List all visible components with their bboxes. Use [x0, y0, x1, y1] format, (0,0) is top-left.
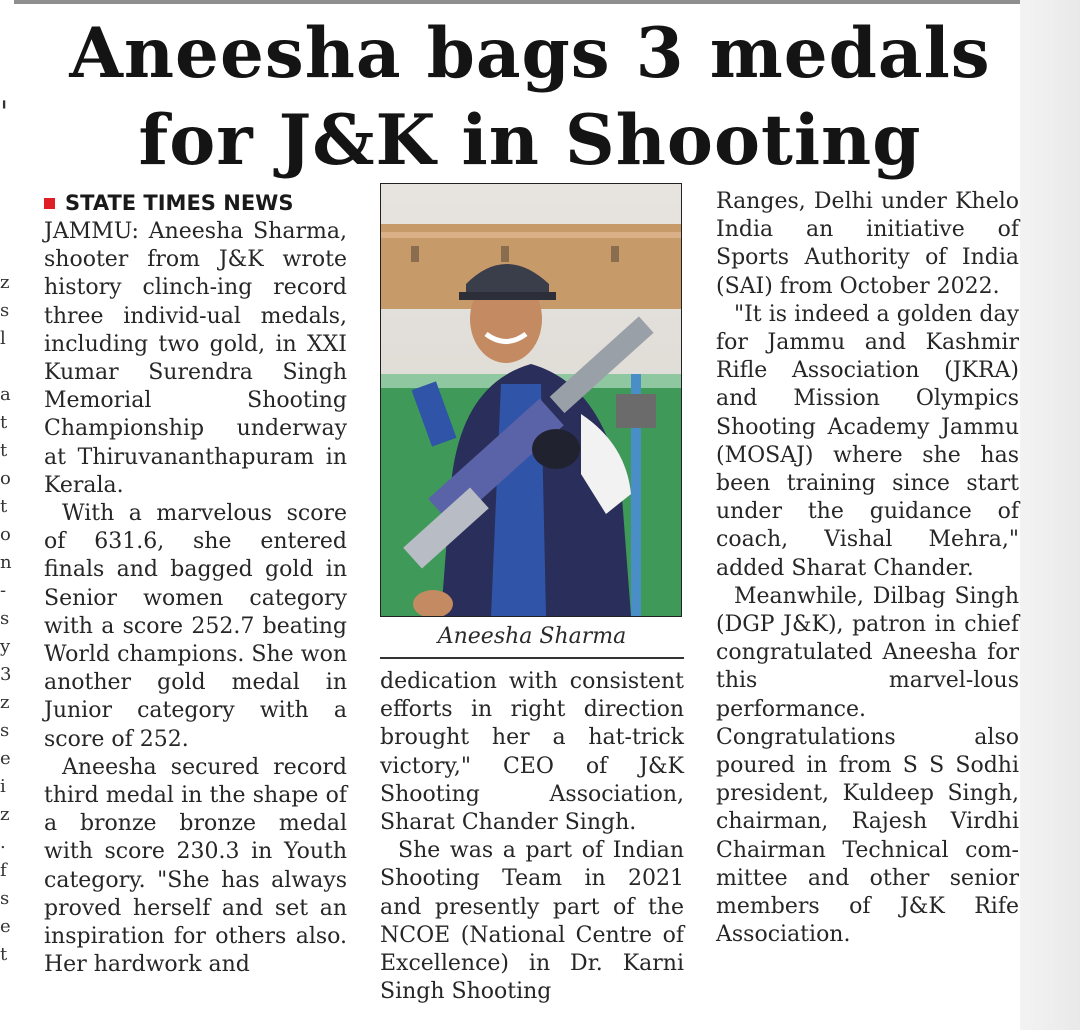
fragment: y: [0, 636, 11, 657]
fragment: e: [0, 916, 11, 937]
byline: [44, 188, 347, 218]
fragment: z: [0, 692, 10, 713]
fragment: s: [0, 888, 10, 909]
paragraph: "It is indeed a golden day for Jammu and Kashmir Rifle Association (JKRA) and Mission Olympics Shooting Academy Jammu (MOSAJ) where she has been training since start under the guidance of coach, Vishal Mehra," added Sharat Chander.: [716, 301, 1019, 581]
article-column-1: [44, 188, 347, 979]
fragment: o: [0, 468, 11, 489]
fragment: t: [0, 496, 8, 517]
fragment: e: [0, 748, 11, 769]
athlete-photo-illustration: [381, 184, 681, 616]
fragment: t: [0, 440, 8, 461]
fragment: i: [0, 776, 6, 797]
fragment: t: [0, 944, 8, 965]
adjacent-column-fragments: [0, 95, 14, 1000]
fragment: ': [0, 95, 9, 130]
paragraph: She was a part of Indian Shooting Team in 2021 and presently part of the NCOE (National Centre of Excellence) in Dr. Karni Singh Shooting: [380, 838, 684, 1005]
athlete-photo: [380, 183, 682, 617]
caption-divider: [380, 657, 684, 659]
fragment: a: [0, 384, 11, 405]
article-column-3: [716, 188, 1019, 949]
byline-text: STATE TIMES NEWS: [65, 191, 294, 215]
headline-line-1: Aneesha bags 3 medals: [69, 13, 991, 94]
fragment: s: [0, 300, 10, 321]
fragment: .: [0, 832, 6, 853]
fragment: f: [0, 860, 7, 881]
fragment: l: [0, 328, 6, 349]
paragraph: JAMMU: Aneesha Sharma, shooter from J&K wrote history clinch-ing record three individ-ual medals, including two gold, in XXI Kumar Surendra Singh Memorial Shooting Championship underway at Thiruvananthapuram in Kerala.: [44, 219, 347, 498]
paragraph: With a marvelous score of 631.6, she entered finals and bagged gold in Senior women category with a score 252.7 beating World champions. She won another gold medal in Junior category with a score of 252.: [44, 501, 347, 752]
paragraph: Meanwhile, Dilbag Singh (DGP J&K), patron in chief congratulated Aneesha for this marvel-lous performance. Congratulations also poured in from S S Sodhi president, Kuldeep Singh, chairman, Rajesh Virdhi Chairman Technical com-mittee and other senior members of J&K Rife Association.: [716, 583, 1019, 948]
photo-caption: Aneesha Sharma: [437, 624, 627, 649]
fragment: z: [0, 272, 10, 293]
paragraph: dedication with consistent efforts in right direction brought her a hat-trick victory," CEO of J&K Shooting Association, Sharat Chander Singh.: [380, 669, 684, 836]
fragment: s: [0, 720, 10, 741]
article-column-2: [380, 668, 684, 1006]
paragraph: Aneesha secured record third medal in the shape of a bronze bronze medal with score 230.3 in Youth category. "She has always proved herself and set an inspiration for others also. Her hardwork and: [44, 754, 347, 978]
paragraph: Ranges, Delhi under Khelo India an initiative of Sports Authority of India (SAI) from October 2022.: [716, 189, 1019, 299]
headline: [30, 10, 1030, 184]
fragment: n: [0, 552, 12, 573]
fragment: o: [0, 524, 11, 545]
headline-line-2: for J&K in Shooting: [138, 100, 922, 181]
fragment: s: [0, 608, 10, 629]
fragment: z: [0, 804, 10, 825]
byline-square-icon: [44, 198, 55, 209]
fragment: -: [0, 580, 7, 601]
fragment: 3: [0, 664, 12, 685]
fragment: t: [0, 412, 8, 433]
top-rule: [14, 0, 1020, 4]
